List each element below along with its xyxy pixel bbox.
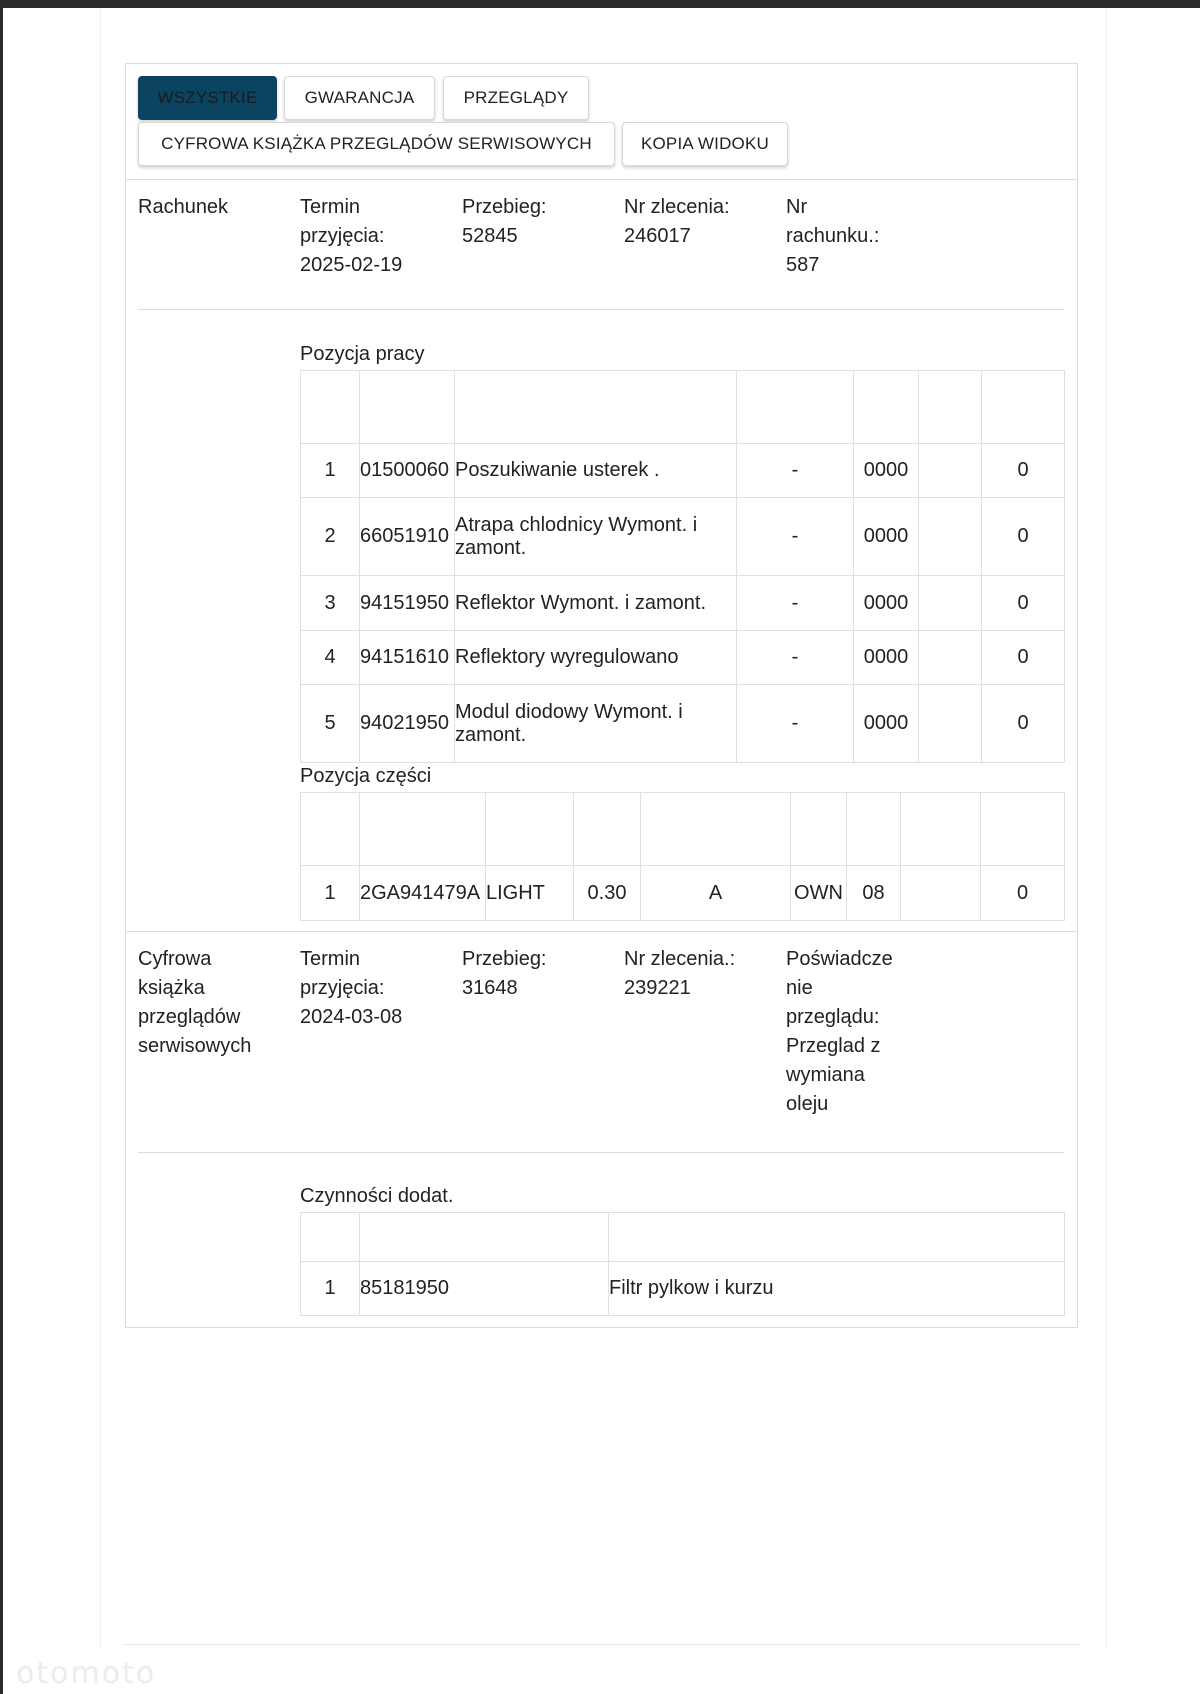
part-source: OWN	[791, 866, 847, 921]
work-value: 0000	[854, 631, 919, 685]
service-order-label: Nr zlecenia.:	[624, 948, 736, 970]
table-row	[301, 1262, 1065, 1316]
service-type-block	[138, 945, 251, 1061]
work-description-line: Reflektor Wymont. i zamont.	[455, 591, 707, 614]
work-description-line: Atrapa chlodnicy Wymont. i	[455, 513, 698, 536]
table-row	[301, 498, 1065, 576]
work-description	[455, 685, 737, 763]
window-top-edge	[0, 0, 1200, 8]
part-class: A	[641, 866, 791, 921]
work-amount: 0	[982, 576, 1065, 631]
part-code: 2GA941479A	[360, 866, 486, 921]
work-value: 0000	[854, 685, 919, 763]
work-amount: 0	[982, 631, 1065, 685]
page-edge-right	[1106, 8, 1107, 1648]
page-edge-left	[100, 8, 101, 1648]
table-row	[301, 866, 1065, 921]
work-code: 66051910	[360, 498, 455, 576]
row-number: 1	[301, 444, 360, 498]
part-amount: 0	[981, 866, 1065, 921]
extra-work-code: 85181950	[360, 1262, 609, 1316]
tab-view-copy[interactable]: KOPIA WIDOKU	[622, 122, 788, 166]
service-certificate-line: Poświadcze	[786, 948, 893, 970]
table-row	[301, 576, 1065, 631]
work-description	[455, 498, 737, 576]
invoice-number-label-1: Nr	[786, 196, 808, 218]
work-description	[455, 631, 737, 685]
service-type-line: przeglądów	[138, 1006, 241, 1028]
part-number: 08	[847, 866, 901, 921]
service-date: 2024-03-08	[300, 1006, 403, 1028]
table-row	[301, 685, 1065, 763]
extra-work-title: Czynności dodat.	[300, 1185, 454, 1207]
invoice-number-label-2: rachunku.:	[786, 225, 880, 247]
invoice-number-block	[786, 193, 879, 280]
work-dash: -	[737, 631, 854, 685]
invoice-order: 246017	[624, 225, 691, 247]
work-description-line: Poszukiwanie usterek .	[455, 459, 660, 481]
work-positions-title: Pozycja pracy	[300, 343, 425, 365]
invoice-order-block	[624, 193, 730, 251]
work-amount: 0	[982, 498, 1065, 576]
service-mileage: 31648	[462, 977, 518, 999]
work-code: 94151610	[360, 631, 455, 685]
work-dash: -	[737, 444, 854, 498]
extra-work-table	[300, 1212, 1065, 1316]
table-header-row	[301, 371, 1065, 444]
invoice-mileage: 52845	[462, 225, 518, 247]
service-divider	[138, 1152, 1064, 1153]
work-dash: -	[737, 685, 854, 763]
work-description	[455, 576, 737, 631]
part-name: LIGHT	[486, 866, 574, 921]
parts-positions-title: Pozycja części	[300, 765, 432, 787]
work-description	[455, 444, 737, 498]
work-amount: 0	[982, 685, 1065, 763]
work-dash: -	[737, 498, 854, 576]
row-number: 1	[301, 1262, 360, 1316]
work-code: 01500060	[360, 444, 455, 498]
window-left-edge	[0, 8, 3, 1694]
table-header-row	[301, 793, 1065, 866]
service-mileage-label: Przebieg:	[462, 948, 547, 970]
invoice-date-label-1: Termin	[300, 196, 361, 218]
service-date-label-1: Termin	[300, 948, 361, 970]
service-order: 239221	[624, 977, 691, 999]
work-code: 94151950	[360, 576, 455, 631]
tab-all[interactable]: WSZYSTKIE	[138, 76, 277, 120]
service-date-label-2: przyjęcia:	[300, 977, 385, 999]
service-certificate-line: wymiana	[786, 1064, 865, 1086]
table-row	[301, 444, 1065, 498]
work-dash: -	[737, 576, 854, 631]
service-history-card	[125, 63, 1078, 1328]
page-bottom-divider	[124, 1644, 1080, 1645]
work-description-line: Modul diodowy Wymont. i	[455, 700, 683, 723]
work-description-line: zamont.	[455, 723, 527, 746]
row-number: 3	[301, 576, 360, 631]
service-certificate-line: nie	[786, 977, 813, 999]
work-description-line: Reflektory wyregulowano	[455, 646, 679, 668]
tab-digital-service-book[interactable]: CYFROWA KSIĄŻKA PRZEGLĄDÓW SERWISOWYCH	[138, 122, 615, 166]
work-description-line: zamont.	[455, 536, 527, 559]
work-code: 94021950	[360, 685, 455, 763]
invoice-mileage-label: Przebieg:	[462, 196, 547, 218]
invoice-order-label: Nr zlecenia:	[624, 196, 730, 218]
tab-inspections[interactable]: PRZEGLĄDY	[443, 76, 589, 120]
service-order-block	[624, 945, 735, 1003]
work-amount: 0	[982, 444, 1065, 498]
table-row	[301, 631, 1065, 685]
work-value: 0000	[854, 498, 919, 576]
row-number: 4	[301, 631, 360, 685]
invoice-type: Rachunek	[138, 196, 229, 218]
part-quantity: 0.30	[574, 866, 641, 921]
row-number: 1	[301, 866, 360, 921]
filter-tabs	[126, 64, 1077, 180]
service-certificate-line: przeglądu:	[786, 1006, 880, 1028]
work-value: 0000	[854, 444, 919, 498]
section-divider	[126, 931, 1077, 932]
invoice-number: 587	[786, 254, 820, 276]
table-header-row	[301, 1213, 1065, 1262]
tab-warranty[interactable]: GWARANCJA	[284, 76, 435, 120]
service-date-block	[300, 945, 402, 1032]
extra-work-description: Filtr pylkow i kurzu	[609, 1262, 1065, 1316]
service-type-line: serwisowych	[138, 1035, 252, 1057]
row-number: 2	[301, 498, 360, 576]
work-positions-table	[300, 370, 1065, 763]
invoice-date: 2025-02-19	[300, 254, 403, 276]
row-number: 5	[301, 685, 360, 763]
service-type-line: Cyfrowa	[138, 948, 212, 970]
watermark-logo: otomoto	[16, 1656, 157, 1691]
invoice-divider	[138, 309, 1064, 310]
service-certificate-block	[786, 945, 893, 1119]
work-value: 0000	[854, 576, 919, 631]
service-mileage-block	[462, 945, 547, 1003]
invoice-date-block	[300, 193, 402, 280]
service-type-line: książka	[138, 977, 205, 999]
service-certificate-line: Przeglad z	[786, 1035, 881, 1057]
parts-positions-table	[300, 792, 1065, 921]
invoice-date-label-2: przyjęcia:	[300, 225, 385, 247]
service-certificate-line: oleju	[786, 1093, 829, 1115]
invoice-mileage-block	[462, 193, 547, 251]
